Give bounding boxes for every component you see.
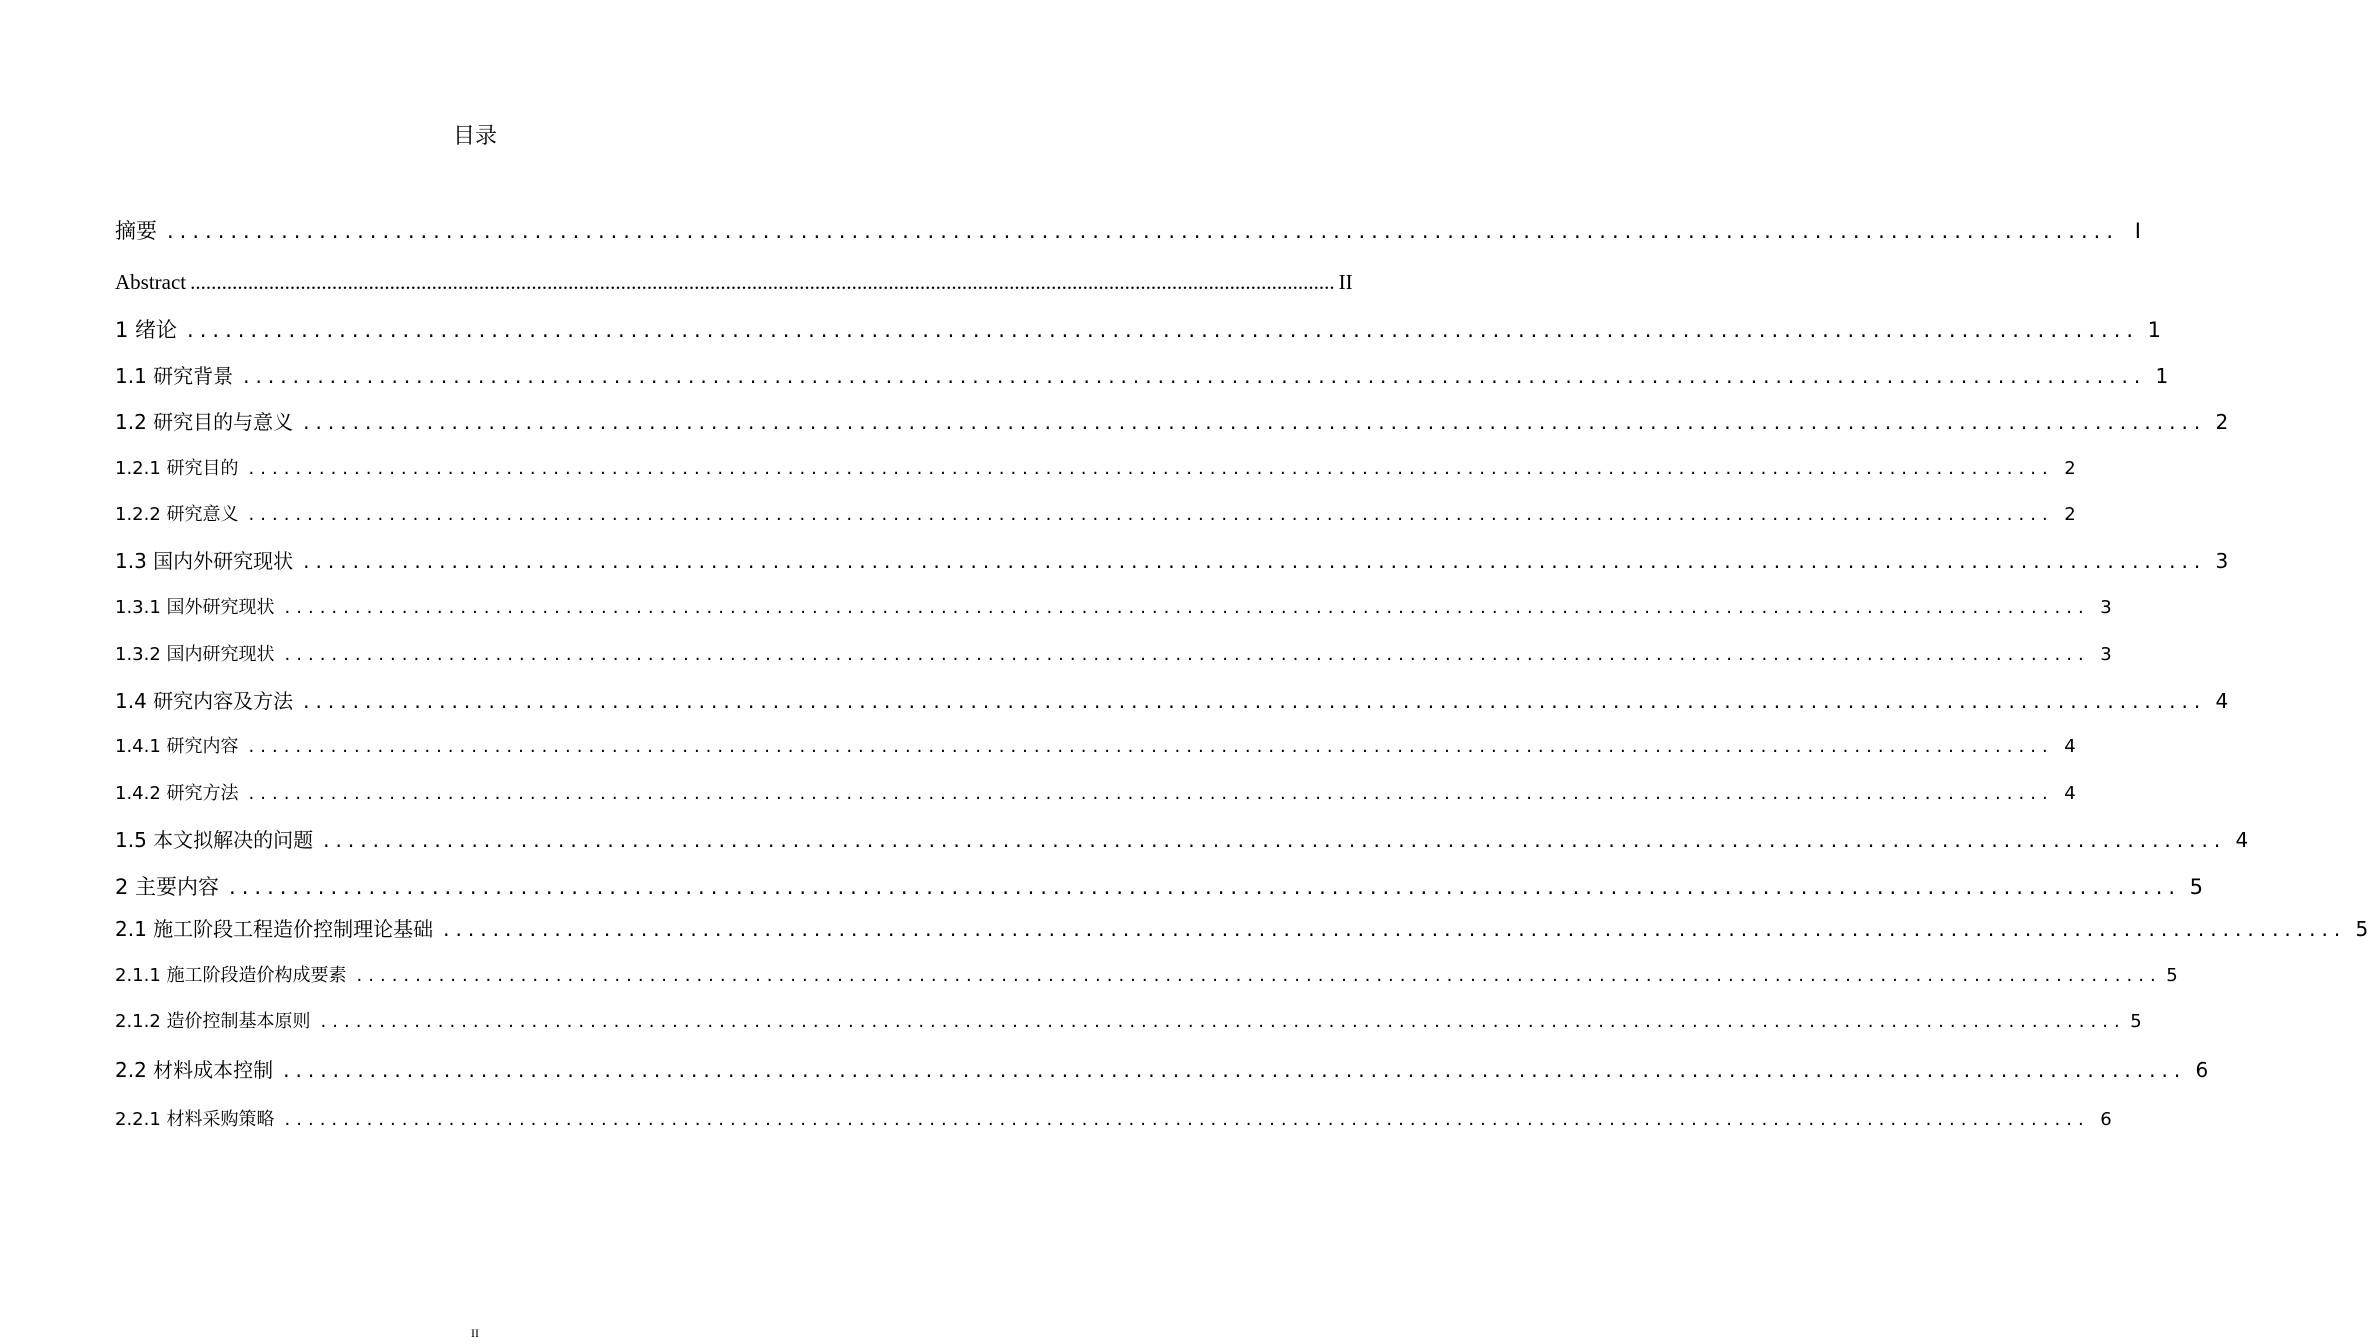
toc-entry-1-2-1[interactable]: [115, 455, 2076, 483]
toc-entry-label: 摘要: [115, 219, 157, 243]
toc-entry-page: 6: [2195, 1058, 2209, 1082]
toc-entry-label: 2.1 施工阶段工程造价控制理论基础: [115, 917, 434, 941]
toc-entry-page: 5: [2355, 917, 2368, 941]
toc-entry-label: 1.4.2 研究方法: [115, 783, 239, 804]
leader-dots: ..........................................................................................................................................................: [167, 219, 2119, 243]
toc-entry-label: 1.5 本文拟解决的问题: [115, 828, 314, 852]
toc-entry-2-2[interactable]: [115, 1055, 2209, 1085]
leader-dots: ..........................................................................................................................................................: [229, 875, 2182, 899]
toc-entry-1-3-1[interactable]: [115, 594, 2112, 622]
toc-entry-page: 2: [2064, 504, 2076, 525]
toc-entry-page: 1: [2155, 364, 2169, 388]
toc-entry-label: 1.4 研究内容及方法: [115, 689, 294, 713]
toc-entry-page: 3: [2100, 597, 2112, 618]
toc-entry-label: 2.1.1 施工阶段造价构成要素: [115, 965, 347, 986]
toc-entry-label: 1.1 研究背景: [115, 364, 234, 388]
leader-dots: ..........................................................................................................................................................: [187, 318, 2140, 342]
toc-entry-label: 2.2.1 材料采购策略: [115, 1109, 275, 1130]
leader-dots: ..........................................................................................................................................................: [284, 644, 2090, 665]
page-title: 目录: [452, 124, 497, 149]
toc-entry-label: 1 绪论: [115, 318, 178, 342]
leader-dots: ..........................................................................................................................................................: [303, 410, 2207, 434]
toc-entry-label: Abstract: [115, 270, 187, 294]
toc-entry-label: 1.4.1 研究内容: [115, 736, 239, 757]
toc-entry-label: 2.1.2 造价控制基本原则: [115, 1011, 311, 1032]
toc-entry-ch1[interactable]: [115, 314, 2162, 346]
leader-dots: ..........................................................................................................................................................................................................................: [190, 270, 1335, 294]
toc-entry-1-3-2[interactable]: [115, 641, 2112, 669]
toc-entry-1-2[interactable]: [115, 407, 2229, 437]
toc-entry-page: 5: [2130, 1011, 2142, 1032]
leader-dots: ..........................................................................................................................................................: [323, 828, 2227, 852]
toc-entry-1-5[interactable]: [115, 825, 2249, 855]
leader-dots: ..........................................................................................................................................................: [248, 504, 2054, 525]
toc-entry-label: 1.2.1 研究目的: [115, 458, 239, 479]
toc-entry-page: 3: [2100, 644, 2112, 665]
toc-entry-page: 6: [2100, 1109, 2112, 1130]
toc-entry-ch2[interactable]: [115, 871, 2204, 903]
leader-dots: ..........................................................................................................................................................: [443, 917, 2347, 941]
toc-entry-page: Ⅰ: [2134, 219, 2141, 243]
toc-entry-1-2-2[interactable]: [115, 501, 2076, 529]
toc-entry-2-1[interactable]: [115, 914, 2368, 944]
toc-entry-1-4[interactable]: [115, 686, 2229, 716]
leader-dots: ..........................................................................................................................................................: [248, 458, 2054, 479]
toc-entry-label: 1.2 研究目的与意义: [115, 410, 294, 434]
leader-dots: ..........................................................................................................................................................: [320, 1011, 2126, 1032]
toc-entry-page: 2: [2064, 458, 2076, 479]
toc-entry-page: 5: [2166, 965, 2178, 986]
toc-entry-label: 1.2.2 研究意义: [115, 504, 239, 525]
toc-entry-2-2-1[interactable]: [115, 1106, 2112, 1134]
toc-entry-label: 1.3 国内外研究现状: [115, 549, 294, 573]
toc-entry-page: 5: [2189, 875, 2204, 899]
leader-dots: ..........................................................................................................................................................: [284, 597, 2090, 618]
toc-entry-page: 3: [2215, 549, 2229, 573]
toc-entry-page: 4: [2235, 828, 2249, 852]
leader-dots: ..........................................................................................................................................................: [303, 549, 2207, 573]
toc-entry-2-1-2[interactable]: [115, 1008, 2142, 1036]
toc-entry-abstract-en[interactable]: [115, 266, 1353, 298]
toc-entry-1-4-2[interactable]: [115, 780, 2076, 808]
toc-entry-abstract-cn[interactable]: [115, 215, 2141, 247]
leader-dots: ..........................................................................................................................................................: [248, 736, 2054, 757]
toc-entry-page: 2: [2215, 410, 2229, 434]
toc-entry-label: 2.2 材料成本控制: [115, 1058, 274, 1082]
toc-entry-label: 2 主要内容: [115, 875, 220, 899]
leader-dots: ..........................................................................................................................................................: [356, 965, 2162, 986]
toc-entry-page: 1: [2147, 318, 2162, 342]
toc-entry-label: 1.3.2 国内研究现状: [115, 644, 275, 665]
leader-dots: ..........................................................................................................................................................: [283, 1058, 2187, 1082]
toc-entry-page: 4: [2064, 736, 2076, 757]
toc-entry-1-3[interactable]: [115, 546, 2229, 576]
leader-dots: ..........................................................................................................................................................: [303, 689, 2207, 713]
toc-entry-1-4-1[interactable]: [115, 733, 2076, 761]
toc-entry-page: 4: [2215, 689, 2229, 713]
toc-entry-2-1-1[interactable]: [115, 962, 2178, 990]
toc-entry-1-1[interactable]: [115, 361, 2169, 391]
leader-dots: ..........................................................................................................................................................: [248, 783, 2054, 804]
toc-entry-page: 4: [2064, 783, 2076, 804]
leader-dots: ..........................................................................................................................................................: [243, 364, 2147, 388]
toc-entry-label: 1.3.1 国外研究现状: [115, 597, 275, 618]
leader-dots: ..........................................................................................................................................................: [284, 1109, 2090, 1130]
page-number: II: [471, 1326, 479, 1340]
toc-entry-page: II: [1338, 270, 1353, 294]
